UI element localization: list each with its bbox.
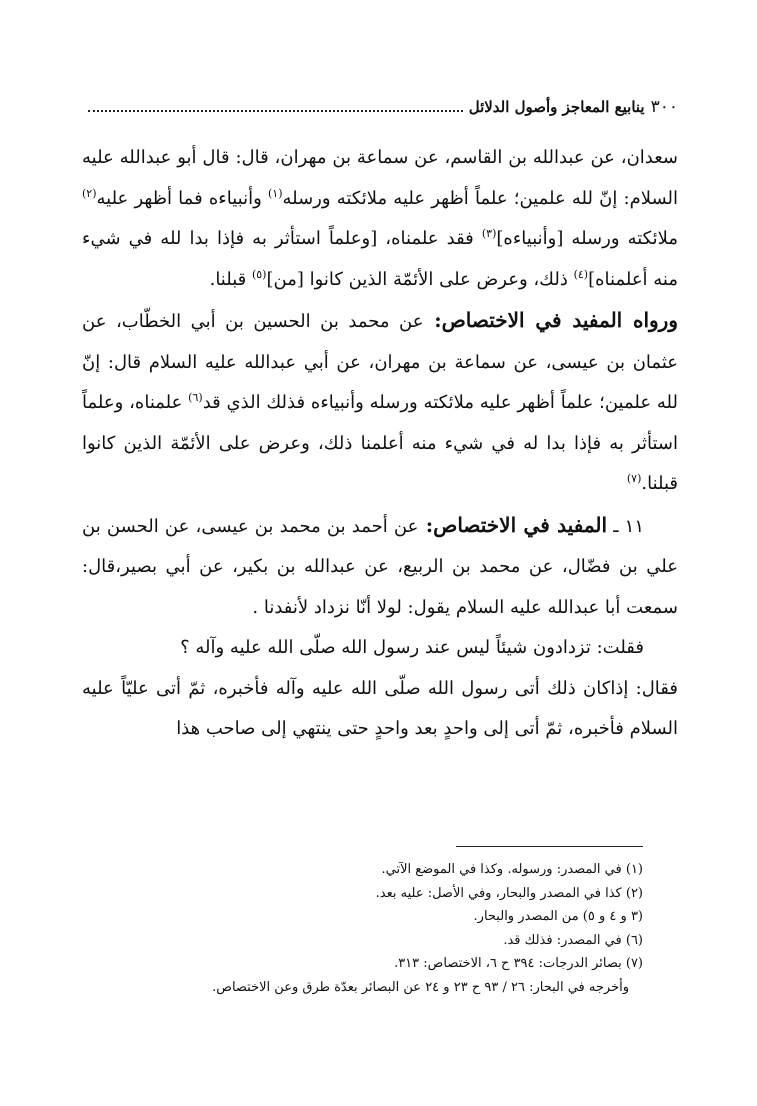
- running-header: [82, 92, 678, 122]
- hadith-number: ١١ ـ: [607, 515, 644, 537]
- footnote-ref: (٢): [82, 186, 97, 200]
- text-run: عن محمد بن الحسين بن أبي الخطّاب، عن عثمان بن عيسى، عن سماعة بن مهران، عن أبي عبدالله عليه السلام قال: إنّ لله علمين؛ علماً أظهر عليه ملائكته ورسله وأنبياءه فذلك الذي قد: [82, 311, 678, 413]
- text-run: وأنبياءه فما أظهر عليه: [96, 187, 268, 209]
- paragraph-3: [82, 505, 678, 629]
- footnote-ref: (١): [267, 186, 283, 200]
- footnote-ref: (٧): [626, 472, 642, 485]
- footnote-ref: (٣): [481, 227, 497, 240]
- footnote-separator: [456, 846, 643, 847]
- source-heading: المفيد في الاختصاص:: [418, 512, 608, 537]
- footnote: (٦) في المصدر: فذلك قد.: [503, 932, 643, 948]
- text-run: قبلنا.: [209, 268, 252, 290]
- footnote-ref: (٤): [573, 267, 589, 281]
- text-run: فقد علمناه، [وعلماً استأثر به فإذا بدا لله في شيء منه أعلمناه]: [82, 228, 678, 290]
- book-title: ينابيع المعاجز وأصول الدلائل: [468, 98, 645, 116]
- footnotes: [82, 858, 643, 999]
- source-heading: ورواه المفيد في الاختصاص:: [423, 308, 678, 332]
- text-run: علمناه، وعلماً استأثر به فإذا بدا له في شيء منه أعلمنا ذلك، وعرض على الأئمّة الذين كانوا قبلنا.: [82, 392, 678, 494]
- paragraph-5: فقال: إذاكان ذلك أتى رسول الله صلّى الله عليه وآله فأخبره، ثمّ أتى عليّاً عليه السلام فأخبره، ثمّ أتى إلى واحدٍ بعد واحدٍ حتى ينتهي إلى صاحب هذا: [82, 677, 678, 739]
- text-run: عن أحمد بن محمد بن عيسى، عن الحسن بن علي بن فضّال، عن محمد بن الربيع، عن عبدالله بن بكير، عن أبي بصير،قال: سمعت أبا عبدالله عليه السلام يقول: لولا أنّا نزداد لأنفدنا .: [82, 515, 678, 618]
- footnote-continuation: وأخرجه في البحار: ٢٦ / ٩٣ ح ٢٣ و ٢٤ عن البصائر بعدّة طرق وعن الاختصاص.: [212, 979, 629, 995]
- footnote: (٢) كذا في المصدر والبحار، وفي الأصل: عليه بعد.: [375, 885, 643, 901]
- text-run: سعدان، عن عبدالله بن القاسم، عن سماعة بن مهران، قال: قال أبو عبدالله عليه السلام: إنّ لله علمين؛ علماً أظهر عليه ملائكته ورسله: [82, 147, 678, 209]
- footnote: (٣ و ٤ و ٥) من المصدر والبحار.: [473, 909, 643, 924]
- text-run: ذلك، وعرض على الأئمّة الذين كانوا [من]: [266, 268, 574, 290]
- paragraph-1: [82, 138, 678, 300]
- text-run: ملائكته ورسله [وأنبياءه]: [496, 228, 678, 249]
- footnote: (٧) بصائر الدرجات: ٣٩٤ ح ٦، الاختصاص: ٣١٣.: [394, 956, 643, 971]
- footnote: (١) في المصدر: ورسوله. وكذا في الموضع الآتي.: [381, 862, 643, 877]
- footnote-ref: (٥): [251, 267, 267, 281]
- paragraph-4: فقلت: تزدادون شيئاً ليس عند رسول الله صلّى الله عليه وآله ؟: [180, 637, 644, 658]
- paragraph-2: [82, 300, 678, 505]
- footnote-ref: (٦): [188, 391, 203, 404]
- page-number: ٣٠٠: [650, 97, 678, 117]
- header-dot-leader: [88, 110, 463, 112]
- main-text: [82, 138, 678, 750]
